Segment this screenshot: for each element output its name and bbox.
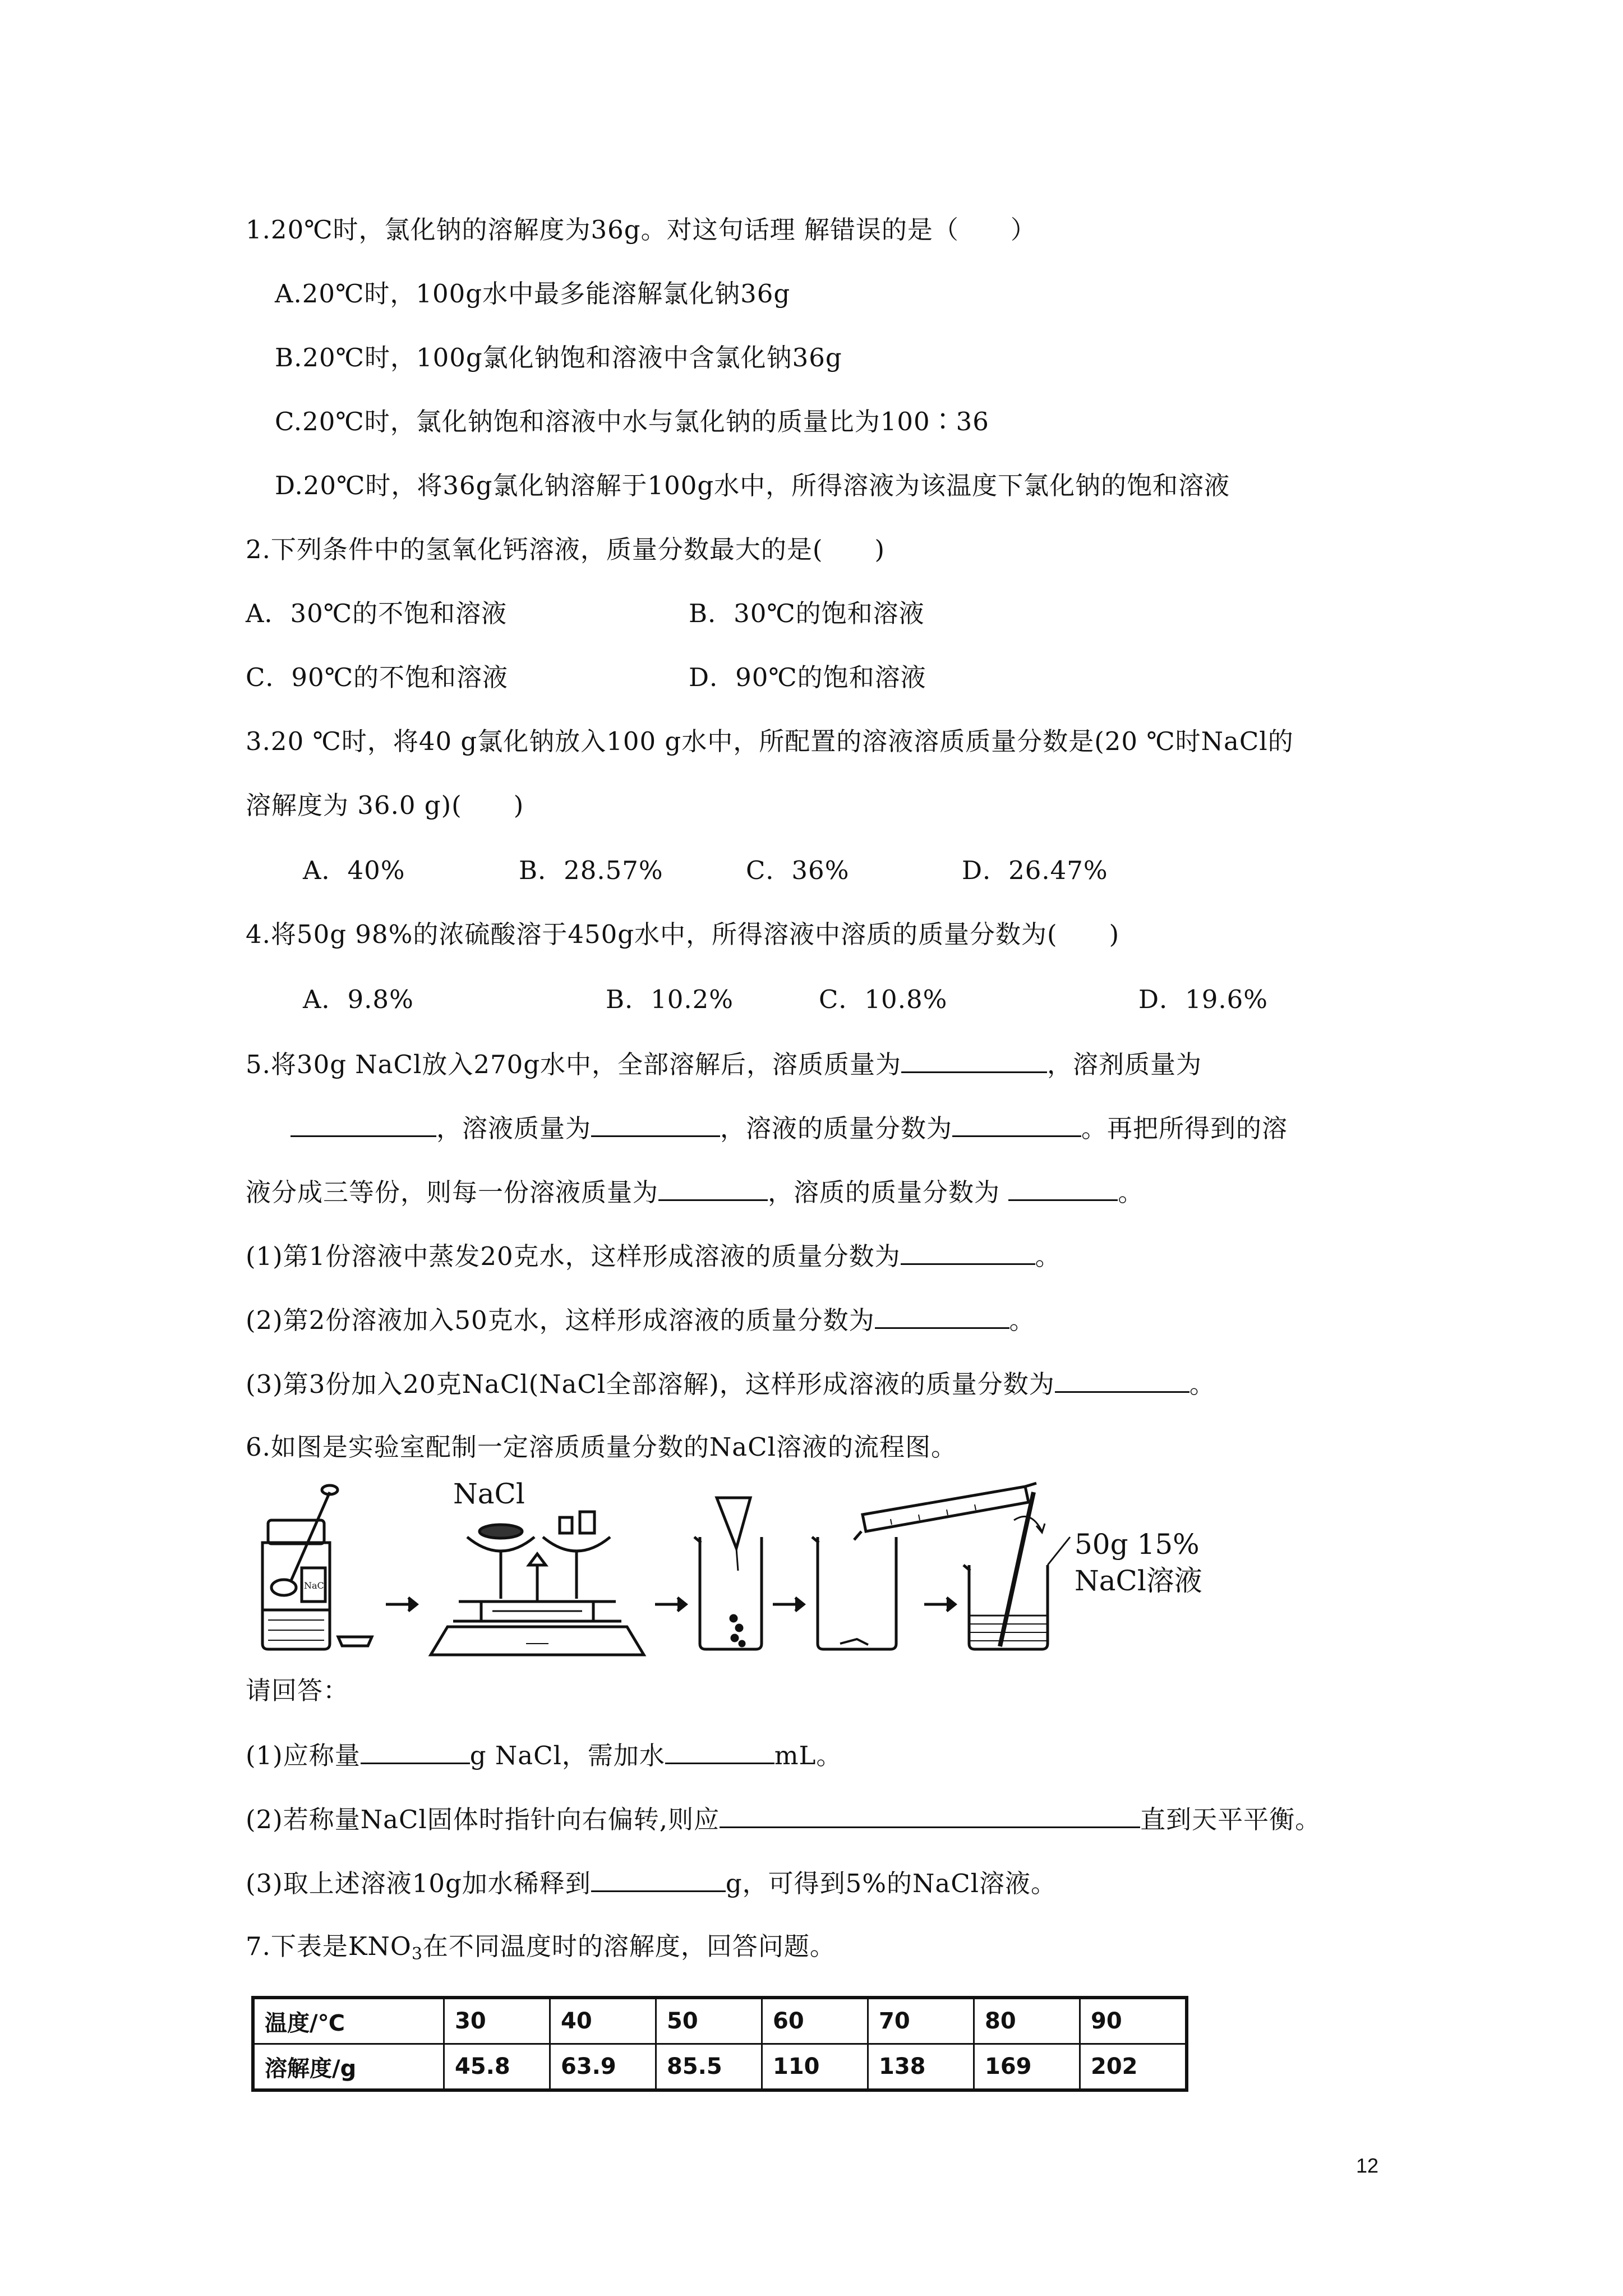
- q1-option-d: D.20℃时，将36g氯化钠溶解于100g水中，所得溶液为该温度下氯化钠的饱和溶液: [275, 471, 1230, 500]
- arrow-right-icon: [924, 1598, 955, 1611]
- q6-sub2-text: (2)若称量NaCl固体时指针向右偏转,则应: [246, 1805, 720, 1834]
- q4-options: [303, 983, 1269, 1016]
- beaker-icon: [812, 1537, 896, 1649]
- arrow-right-icon: [773, 1598, 804, 1611]
- q5-text: 液分成三等份，则每一份溶液质量为: [246, 1177, 659, 1207]
- jar-label: NaCl: [304, 1580, 327, 1591]
- q5-sub3: [246, 1366, 1215, 1401]
- flowchart-solution-label-line2: NaCl溶液: [1075, 1565, 1202, 1597]
- q6-sub1: [246, 1738, 842, 1773]
- flowchart-illustration: [246, 1481, 1266, 1660]
- solution-preparation-flowchart: [246, 1481, 1266, 1660]
- table-cell: 138: [868, 2044, 974, 2091]
- q4-option-b: B．10.2%: [606, 984, 734, 1014]
- q3-option-c: C．36%: [746, 855, 850, 885]
- answer-blank[interactable]: [720, 1802, 1140, 1828]
- q5-line2: [246, 1111, 1288, 1145]
- balance-scale-icon: [431, 1512, 644, 1655]
- weighing-dish-icon: [338, 1637, 372, 1646]
- q3-option-d: D．26.47%: [962, 855, 1108, 885]
- answer-blank[interactable]: [901, 1239, 1035, 1265]
- q1-stem: 1.20℃时，氯化钠的溶解度为36g。对这句话理 解错误的是（ ）: [246, 215, 1036, 245]
- q2-options-row2: [246, 661, 926, 694]
- q5-sub2-end: 。: [1009, 1305, 1035, 1335]
- q2-option-a: A．30℃的不饱和溶液: [246, 599, 508, 628]
- q5-line1: [246, 1047, 1202, 1082]
- q6-stem: 6.如图是实验室配制一定溶质质量分数的NaCl溶液的流程图。: [246, 1432, 957, 1462]
- q5-line3: [246, 1175, 1144, 1209]
- q5-text: ，溶液的质量分数为: [720, 1114, 953, 1143]
- table-cell: 169: [974, 2044, 1080, 2091]
- answer-blank[interactable]: [291, 1111, 436, 1137]
- q6-sub1-text: mL。: [774, 1741, 842, 1770]
- answer-blank[interactable]: [665, 1738, 774, 1764]
- q2-option-b: B．30℃的饱和溶液: [689, 599, 925, 628]
- q3-option-b: B．28.57%: [519, 855, 663, 885]
- table-cell: 45.8: [444, 2044, 550, 2091]
- table-cell: 60: [762, 1998, 868, 2044]
- answer-blank[interactable]: [1055, 1366, 1189, 1393]
- q7-stem-text: 在不同温度时的溶解度，回答问题。: [422, 1931, 836, 1961]
- glass-rod-icon: [1000, 1492, 1045, 1646]
- q6-sub2: [246, 1802, 1321, 1837]
- answer-blank[interactable]: [875, 1303, 1009, 1329]
- table-cell: 40: [550, 1998, 656, 2044]
- answer-blank[interactable]: [1008, 1175, 1118, 1201]
- q3-stem-line1: 3.20 ℃时，将40 g氯化钠放入100 g水中，所配置的溶液溶质质量分数是(20 ℃时NaCl的: [246, 726, 1294, 756]
- q4-option-a: A．9.8%: [303, 984, 414, 1014]
- q5-sub1-end: 。: [1035, 1241, 1061, 1271]
- q5-sub3-end: 。: [1189, 1369, 1215, 1399]
- q5-text: 。再把所得到的溶: [1081, 1114, 1288, 1143]
- reagent-jar-icon: [262, 1485, 338, 1649]
- q6-sub3-text: g，可得到5%的NaCl溶液。: [725, 1869, 1057, 1898]
- q5-text: ，溶剂质量为: [1047, 1050, 1202, 1079]
- arrow-right-icon: [655, 1598, 686, 1611]
- q5-text: ，溶质的质量分数为: [768, 1177, 1009, 1207]
- q6-sub3-text: (3)取上述溶液10g加水稀释到: [246, 1869, 591, 1898]
- q5-sub3-text: (3)第3份加入20克NaCl(NaCl全部溶解)，这样形成溶液的质量分数为: [246, 1369, 1055, 1399]
- q7-stem-text: 7.下表是KNO: [246, 1931, 412, 1961]
- q3-stem-line2: 溶解度为 36.0 g)( ): [246, 790, 524, 820]
- table-cell: 110: [762, 2044, 868, 2091]
- beaker-icon: [963, 1565, 1048, 1649]
- table-cell: 85.5: [656, 2044, 762, 2091]
- q4-option-d: D．19.6%: [1138, 984, 1269, 1014]
- answer-blank[interactable]: [591, 1111, 720, 1137]
- table-cell: 90: [1080, 1998, 1187, 2044]
- answer-blank[interactable]: [658, 1175, 768, 1201]
- q5-sub1: [246, 1239, 1061, 1273]
- q5-sub2-text: (2)第2份溶液加入50克水，这样形成溶液的质量分数为: [246, 1305, 875, 1335]
- table-cell: 50: [656, 1998, 762, 2044]
- q6-sub2-text: 直到天平平衡。: [1140, 1805, 1321, 1834]
- answer-blank[interactable]: [591, 1866, 726, 1892]
- q3-option-a: A．40%: [303, 855, 405, 885]
- kno3-solubility-table: [251, 1996, 1188, 2092]
- q5-text: 。: [1118, 1177, 1144, 1207]
- q6-prompt: 请回答：: [246, 1676, 349, 1705]
- flowchart-solution-label-line1: 50g 15%: [1075, 1528, 1200, 1561]
- q6-sub3: [246, 1866, 1057, 1901]
- q5-sub1-text: (1)第1份溶液中蒸发20克水，这样形成溶液的质量分数为: [246, 1241, 901, 1271]
- page-number: 12: [1356, 2154, 1379, 2177]
- table-row-solubility: [253, 2044, 1187, 2091]
- table-row-header: 温度/℃: [253, 1998, 444, 2044]
- q2-options-row1: [246, 597, 925, 631]
- q1-option-c: C.20℃时，氯化钠饱和溶液中水与氯化钠的质量比为100∶36: [275, 407, 989, 436]
- answer-blank[interactable]: [361, 1738, 470, 1764]
- q6-sub1-text: g NaCl，需加水: [469, 1741, 665, 1770]
- q6-sub1-text: (1)应称量: [246, 1741, 361, 1770]
- q7-stem-subscript: 3: [411, 1944, 423, 1964]
- q7-stem: [246, 1930, 836, 1971]
- table-cell: 80: [974, 1998, 1080, 2044]
- graduated-cylinder-icon: [854, 1483, 1036, 1540]
- q4-stem: 4.将50g 98%的浓硫酸溶于450g水中，所得溶液中溶质的质量分数为( ): [246, 919, 1120, 949]
- flowchart-nacl-label: NaCl: [453, 1481, 525, 1510]
- beaker-icon: [694, 1498, 762, 1649]
- table-cell: 70: [868, 1998, 974, 2044]
- table-cell: 63.9: [550, 2044, 656, 2091]
- table-cell: 202: [1080, 2044, 1187, 2091]
- table-row-temperature: [253, 1998, 1187, 2044]
- table-cell: 30: [444, 1998, 550, 2044]
- q3-options: [303, 854, 1108, 887]
- q2-stem: 2.下列条件中的氢氧化钙溶液，质量分数最大的是( ): [246, 535, 886, 564]
- q4-option-c: C．10.8%: [819, 984, 948, 1014]
- label-pointer-icon: [1048, 1537, 1070, 1565]
- q5-text: ，溶液质量为: [436, 1114, 592, 1143]
- q5-text: 5.将30g NaCl放入270g水中，全部溶解后，溶质质量为: [246, 1050, 902, 1079]
- q2-option-d: D．90℃的饱和溶液: [689, 662, 926, 692]
- q1-option-a: A.20℃时，100g水中最多能溶解氯化钠36g: [275, 279, 791, 309]
- answer-blank[interactable]: [952, 1111, 1081, 1137]
- answer-blank[interactable]: [901, 1047, 1047, 1073]
- arrow-right-icon: [386, 1598, 417, 1611]
- q2-option-c: C．90℃的不饱和溶液: [246, 662, 509, 692]
- q1-option-b: B.20℃时，100g氯化钠饱和溶液中含氯化钠36g: [275, 343, 842, 372]
- q5-sub2: [246, 1303, 1035, 1337]
- table-row-header: 溶解度/g: [253, 2044, 444, 2091]
